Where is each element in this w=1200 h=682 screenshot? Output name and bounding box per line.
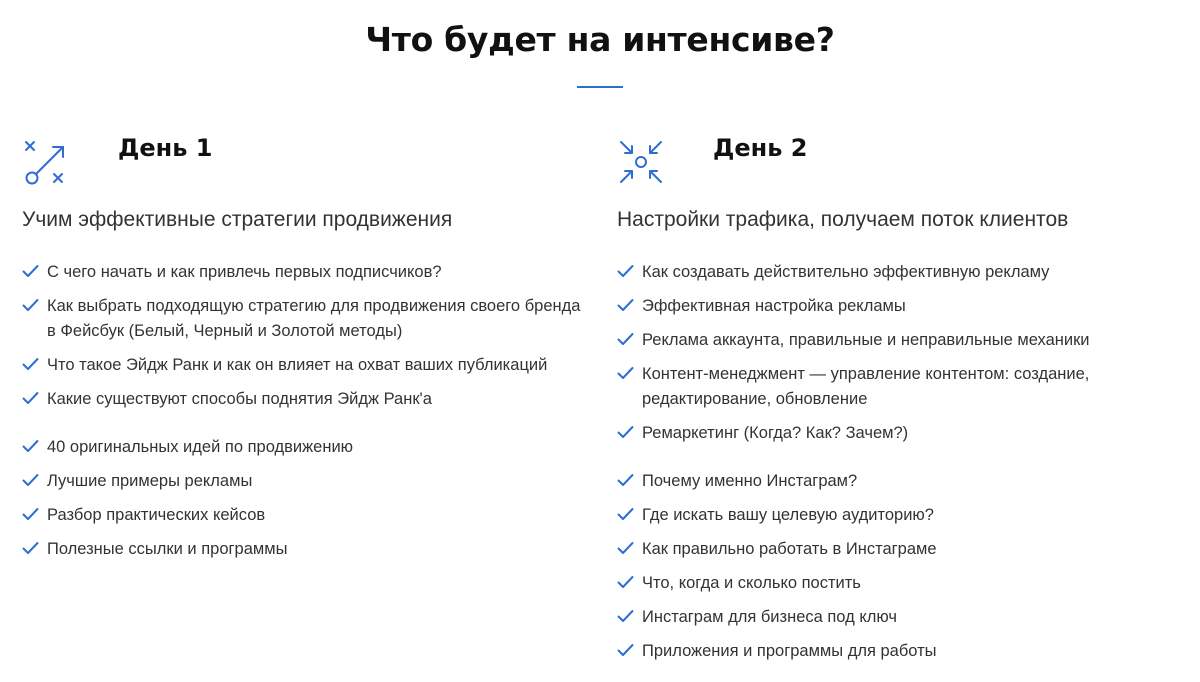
title-underline xyxy=(577,86,623,88)
list-item: Разбор практических кейсов xyxy=(22,503,592,528)
checkmark-icon xyxy=(617,609,634,623)
checkmark-icon xyxy=(617,473,634,487)
checkmark-icon xyxy=(617,575,634,589)
checkmark-icon xyxy=(22,473,39,487)
checkmark-icon xyxy=(617,332,634,346)
list-item: Что такое Эйдж Ранк и как он влияет на охват ваших публикаций xyxy=(22,353,592,378)
list-item: Как правильно работать в Инстаграме xyxy=(617,537,1187,562)
checkmark-icon xyxy=(617,366,634,380)
converging-arrows-icon xyxy=(617,138,665,186)
checkmark-icon xyxy=(22,391,39,405)
list-item: Эффективная настройка рекламы xyxy=(617,294,1187,319)
checkmark-icon xyxy=(617,298,634,312)
list-item: Приложения и программы для работы xyxy=(617,639,1187,664)
list-item: Как выбрать подходящую стратегию для продвижения своего бренда в Фейсбук (Белый, Черный и Золотой методы) xyxy=(22,294,592,344)
checkmark-icon xyxy=(22,357,39,371)
checkmark-icon xyxy=(617,507,634,521)
checkmark-icon xyxy=(22,541,39,555)
list-item: Ремаркетинг (Когда? Как? Зачем?) xyxy=(617,421,1187,446)
checkmark-icon xyxy=(617,425,634,439)
checkmark-icon xyxy=(617,541,634,555)
list-item: Лучшие примеры рекламы xyxy=(22,469,592,494)
day-subtitle: Учим эффективные стратегии продвижения xyxy=(22,208,453,231)
list-item: Полезные ссылки и программы xyxy=(22,537,592,562)
list-item: Инстаграм для бизнеса под ключ xyxy=(617,605,1187,630)
list-item: 40 оригинальных идей по продвижению xyxy=(22,435,592,460)
checkmark-icon xyxy=(617,264,634,278)
list-item: Контент-менеджмент — управление контентом: создание, редактирование, обновление xyxy=(617,362,1187,412)
checkmark-icon xyxy=(22,298,39,312)
checkmark-icon xyxy=(22,439,39,453)
day-1-list xyxy=(22,260,592,571)
checkmark-icon xyxy=(22,507,39,521)
day-2-list xyxy=(617,260,1187,673)
page-title: Что будет на интенсиве? xyxy=(365,20,835,59)
day-label: День 1 xyxy=(118,134,213,162)
strategy-arrow-icon xyxy=(22,138,70,186)
list-item: Где искать вашу целевую аудиторию? xyxy=(617,503,1187,528)
day-label: День 2 xyxy=(713,134,808,162)
checkmark-icon xyxy=(617,643,634,657)
day-subtitle: Настройки трафика, получаем поток клиентов xyxy=(617,208,1069,231)
list-item: Реклама аккаунта, правильные и неправильные механики xyxy=(617,328,1187,353)
list-item: Почему именно Инстаграм? xyxy=(617,469,1187,494)
list-item: Какие существуют способы поднятия Эйдж Ранк'а xyxy=(22,387,592,412)
list-item: Как создавать действительно эффективную рекламу xyxy=(617,260,1187,285)
list-item: Что, когда и сколько постить xyxy=(617,571,1187,596)
checkmark-icon xyxy=(22,264,39,278)
list-item: С чего начать и как привлечь первых подписчиков? xyxy=(22,260,592,285)
